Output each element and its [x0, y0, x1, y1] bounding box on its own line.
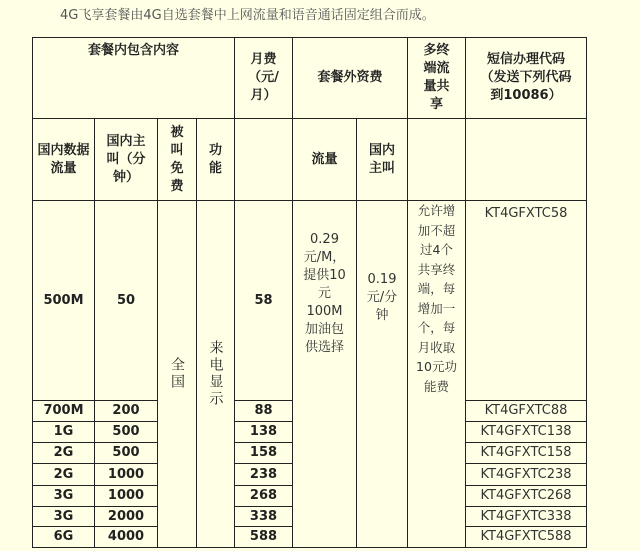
row-calls: 50 — [94, 200, 158, 401]
empty-cell — [407, 118, 466, 201]
row-fee: 158 — [234, 442, 293, 464]
header-overage: 套餐外资费 — [292, 37, 408, 119]
row-calls: 200 — [94, 400, 158, 422]
row-sms-code: KT4GFXTC158 — [465, 442, 587, 464]
row-data: 700M — [32, 400, 95, 422]
over-calls-cell: 0.19元/分钟 — [356, 200, 408, 548]
row-sms-code: KT4GFXTC88 — [465, 400, 587, 422]
row-fee: 588 — [234, 526, 293, 548]
row-data: 2G — [32, 463, 95, 486]
row-data: 3G — [32, 485, 95, 507]
header-over-calls: 国内主叫 — [356, 118, 408, 201]
row-data: 2G — [32, 442, 95, 464]
row-calls: 4000 — [94, 526, 158, 548]
row-calls: 1000 — [94, 485, 158, 507]
free-incoming-text: 全国 — [169, 357, 185, 391]
row-fee: 338 — [234, 506, 293, 527]
row-fee: 88 — [234, 400, 293, 422]
row-data: 6G — [32, 526, 95, 548]
row-calls: 500 — [94, 442, 158, 464]
row-data: 500M — [32, 200, 95, 401]
row-sms-code: KT4GFXTC58 — [465, 200, 587, 401]
multi-device-cell: 允许增加不超过4个共享终端，每增加一个，每月收取10元功能费 — [407, 200, 466, 548]
row-sms-code: KT4GFXTC268 — [465, 485, 587, 507]
row-fee: 138 — [234, 421, 293, 443]
header-multi-device: 多终端流量共享 — [407, 37, 466, 119]
header-feature: 功能 — [196, 118, 235, 201]
free-incoming-cell — [157, 200, 197, 548]
row-fee: 238 — [234, 463, 293, 486]
row-sms-code: KT4GFXTC238 — [465, 463, 587, 486]
empty-cell — [465, 118, 587, 201]
row-calls: 500 — [94, 421, 158, 443]
header-free-incoming: 被叫免费 — [157, 118, 197, 201]
row-data: 1G — [32, 421, 95, 443]
feature-cell — [196, 200, 235, 548]
header-calls: 国内主叫（分钟） — [94, 118, 158, 201]
row-fee: 268 — [234, 485, 293, 507]
row-sms-code: KT4GFXTC338 — [465, 506, 587, 527]
row-fee: 58 — [234, 200, 293, 401]
header-sms-code: 短信办理代码（发送下列代码到10086） — [465, 37, 587, 119]
row-sms-code: KT4GFXTC138 — [465, 421, 587, 443]
header-monthly-fee: 月费（元/月） — [234, 37, 293, 119]
row-data: 3G — [32, 506, 95, 527]
header-over-data: 流量 — [292, 118, 357, 201]
row-sms-code: KT4GFXTC588 — [465, 526, 587, 548]
row-calls: 1000 — [94, 463, 158, 486]
over-data-cell: 0.29元/M，提供10元100M加油包供选择 — [292, 200, 357, 548]
intro-text: 4G飞享套餐由4G自选套餐中上网流量和语音通话固定组合而成。 — [60, 8, 435, 23]
header-included: 套餐内包含内容 — [32, 37, 235, 119]
row-calls: 2000 — [94, 506, 158, 527]
empty-cell — [234, 118, 293, 201]
header-data: 国内数据流量 — [32, 118, 95, 201]
feature-text: 来电显示 — [207, 340, 224, 408]
